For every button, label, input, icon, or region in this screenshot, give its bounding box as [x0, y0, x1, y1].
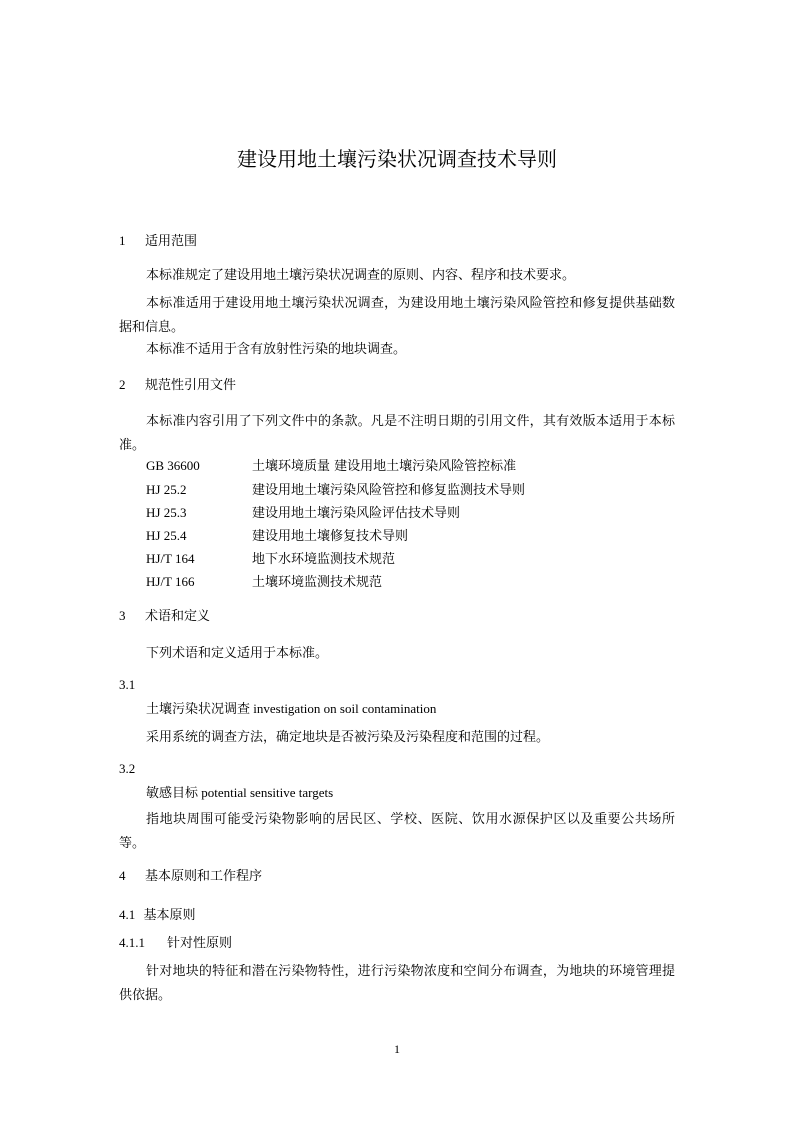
paragraph: 下列术语和定义适用于本标准。	[146, 646, 329, 661]
section-3-heading	[119, 607, 210, 626]
reference-row	[146, 573, 382, 592]
reference-row	[146, 527, 408, 546]
subsubsection-heading	[119, 934, 232, 953]
reference-row	[146, 481, 525, 500]
reference-row	[146, 504, 460, 523]
paragraph: 本标准适用于建设用地土壤污染状况调查，为建设用地土壤污染风险管控和修复提供基础数据和信息。	[119, 296, 675, 335]
reference-name: 地下水环境监测技术规范	[252, 552, 396, 567]
reference-code: HJ/T 166	[146, 574, 195, 589]
term-chinese: 土壤污染状况调查	[146, 702, 251, 717]
term-heading	[146, 700, 436, 719]
reference-code: HJ 25.3	[146, 505, 187, 520]
reference-row	[146, 457, 516, 476]
reference-code: GB 36600	[146, 458, 200, 473]
reference-code: HJ 25.4	[146, 528, 187, 543]
document-title: 建设用地土壤污染状况调查技术导则	[237, 147, 557, 171]
section-title: 适用范围	[145, 234, 198, 249]
paragraph: 本标准规定了建设用地土壤污染状况调查的原则、内容、程序和技术要求。	[146, 268, 576, 283]
reference-name: 建设用地土壤污染风险管控和修复监测技术导则	[252, 483, 526, 498]
section-1-heading	[119, 232, 197, 251]
subsection-title: 基本原则	[143, 908, 196, 923]
reference-row	[146, 550, 395, 569]
subsubsection-number: 4.1.1	[119, 935, 145, 950]
paragraph: 本标准内容引用了下列文件中的条款。凡是不注明日期的引用文件，其有效版本适用于本标准。	[119, 414, 675, 453]
reference-name: 土壤环境监测技术规范	[252, 575, 383, 590]
reference-code: HJ 25.2	[146, 482, 187, 497]
term-chinese: 敏感目标	[146, 786, 199, 801]
subsection-heading	[119, 906, 196, 925]
section-number: 4	[119, 868, 126, 883]
reference-name: 土壤环境质量 建设用地土壤污染风险管控标准	[252, 459, 517, 474]
subsection-number: 4.1	[119, 907, 136, 922]
page-number: 1	[394, 1042, 400, 1056]
section-2-heading	[119, 376, 236, 395]
term-definition: 采用系统的调查方法，确定地块是否被污染及污染程度和范围的过程。	[146, 730, 550, 745]
section-title: 基本原则和工作程序	[145, 869, 263, 884]
term-number: 3.1	[119, 677, 136, 692]
reference-name: 建设用地土壤修复技术导则	[252, 529, 409, 544]
section-title: 规范性引用文件	[145, 378, 237, 393]
section-number: 2	[119, 377, 126, 392]
subsubsection-title: 针对性原则	[167, 936, 233, 951]
term-definition: 指地块周围可能受污染物影响的居民区、学校、医院、饮用水源保护区以及重要公共场所等。	[119, 812, 675, 851]
reference-code: HJ/T 164	[146, 551, 195, 566]
term-number: 3.2	[119, 761, 136, 776]
section-number: 3	[119, 608, 126, 623]
paragraph: 本标准不适用于含有放射性污染的地块调查。	[146, 342, 407, 357]
section-number: 1	[119, 233, 126, 248]
term-english: investigation on soil contamination	[250, 701, 437, 716]
section-title: 术语和定义	[145, 609, 211, 624]
paragraph: 针对地块的特征和潜在污染物特性，进行污染物浓度和空间分布调查，为地块的环境管理提供依据。	[119, 964, 675, 1003]
section-4-heading	[119, 867, 262, 886]
term-english: potential sensitive targets	[198, 785, 334, 800]
reference-name: 建设用地土壤污染风险评估技术导则	[252, 506, 461, 521]
term-heading	[146, 784, 333, 803]
